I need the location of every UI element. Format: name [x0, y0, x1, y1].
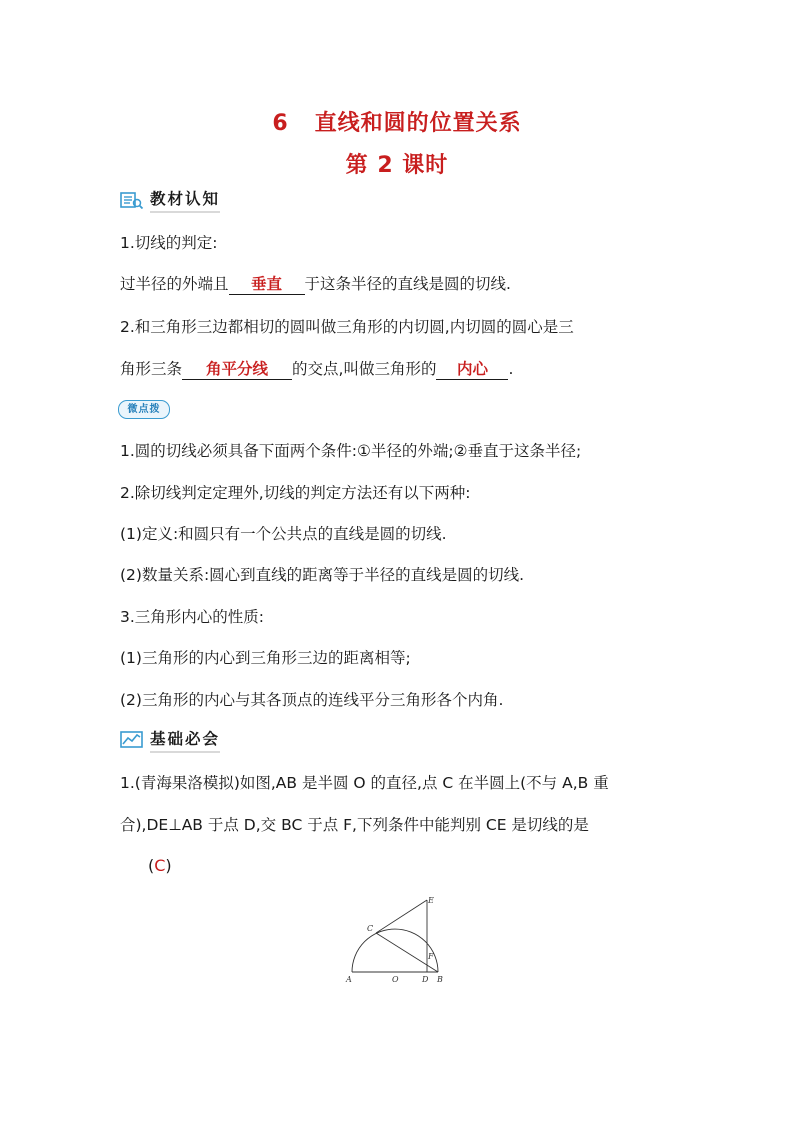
lesson-title: [0, 106, 794, 137]
answer-blank: 垂直: [229, 274, 305, 295]
text-segment: .: [508, 360, 514, 378]
segment-ce: [376, 900, 427, 933]
answer-blank: 内心: [436, 359, 508, 380]
lesson-subtitle: 第 2 课时: [345, 153, 449, 178]
answer-letter: C: [154, 856, 166, 875]
tip-line: (1)三角形的内心到三角形三边的距离相等;: [120, 649, 411, 667]
text-line: 1.切线的判定:: [120, 234, 218, 252]
label-f: F: [428, 952, 434, 961]
tip-line: 2.除切线判定定理外,切线的判定方法还有以下两种:: [120, 484, 471, 502]
question-line: 合),DE⊥AB 于点 D,交 BC 于点 F,下列条件中能判别 CE 是切线的是: [120, 816, 589, 834]
tip-line: 1.圆的切线必须具备下面两个条件:①半径的外端;②垂直于这条半径;: [120, 442, 582, 460]
text-line: 2.和三角形三边都相切的圆叫做三角形的内切圆,内切圆的圆心是三: [120, 318, 574, 336]
label-d: D: [422, 975, 429, 984]
question-answer: [148, 856, 172, 875]
tip-line: (1)定义:和圆只有一个公共点的直线是圆的切线.: [120, 525, 447, 543]
text-segment: 过半径的外端且: [120, 275, 229, 293]
label-b: B: [437, 975, 443, 984]
semicircle-arc: [352, 929, 438, 972]
lesson-number: 6: [272, 111, 289, 136]
question-line: 1.(青海果洛模拟)如图,AB 是半圆 O 的直径,点 C 在半圆上(不与 A,B 重: [120, 774, 609, 792]
paren-close: ): [165, 856, 172, 875]
text-segment: 的交点,叫做三角形的: [292, 360, 437, 378]
label-a: A: [346, 975, 352, 984]
tip-badge: 微点拨: [118, 400, 170, 419]
text-segment: 于这条半径的直线是圆的切线.: [304, 275, 511, 293]
chart-icon: [120, 730, 146, 750]
geometry-figure: [340, 892, 460, 987]
section-heading-textbook: [120, 188, 220, 212]
label-e: E: [428, 896, 434, 905]
section-heading-label: 基础必会: [150, 727, 220, 753]
text-segment: 角形三条: [120, 360, 183, 378]
lesson-title-text: 直线和圆的位置关系: [314, 111, 522, 136]
answer-blank: 角平分线: [182, 359, 292, 380]
textbook-icon: [120, 190, 146, 210]
section-heading-basic: [120, 728, 220, 752]
tip-line: 3.三角形内心的性质:: [120, 608, 265, 626]
fill-in-sentence-1: [120, 273, 511, 295]
label-c: C: [367, 924, 374, 933]
paren-open: (: [148, 856, 155, 875]
fill-in-sentence-2: [120, 358, 513, 380]
label-o: O: [392, 975, 399, 984]
tip-line: (2)三角形的内心与其各顶点的连线平分三角形各个内角.: [120, 691, 504, 709]
tip-line: (2)数量关系:圆心到直线的距离等于半径的直线是圆的切线.: [120, 566, 525, 584]
section-heading-label: 教材认知: [150, 187, 220, 213]
